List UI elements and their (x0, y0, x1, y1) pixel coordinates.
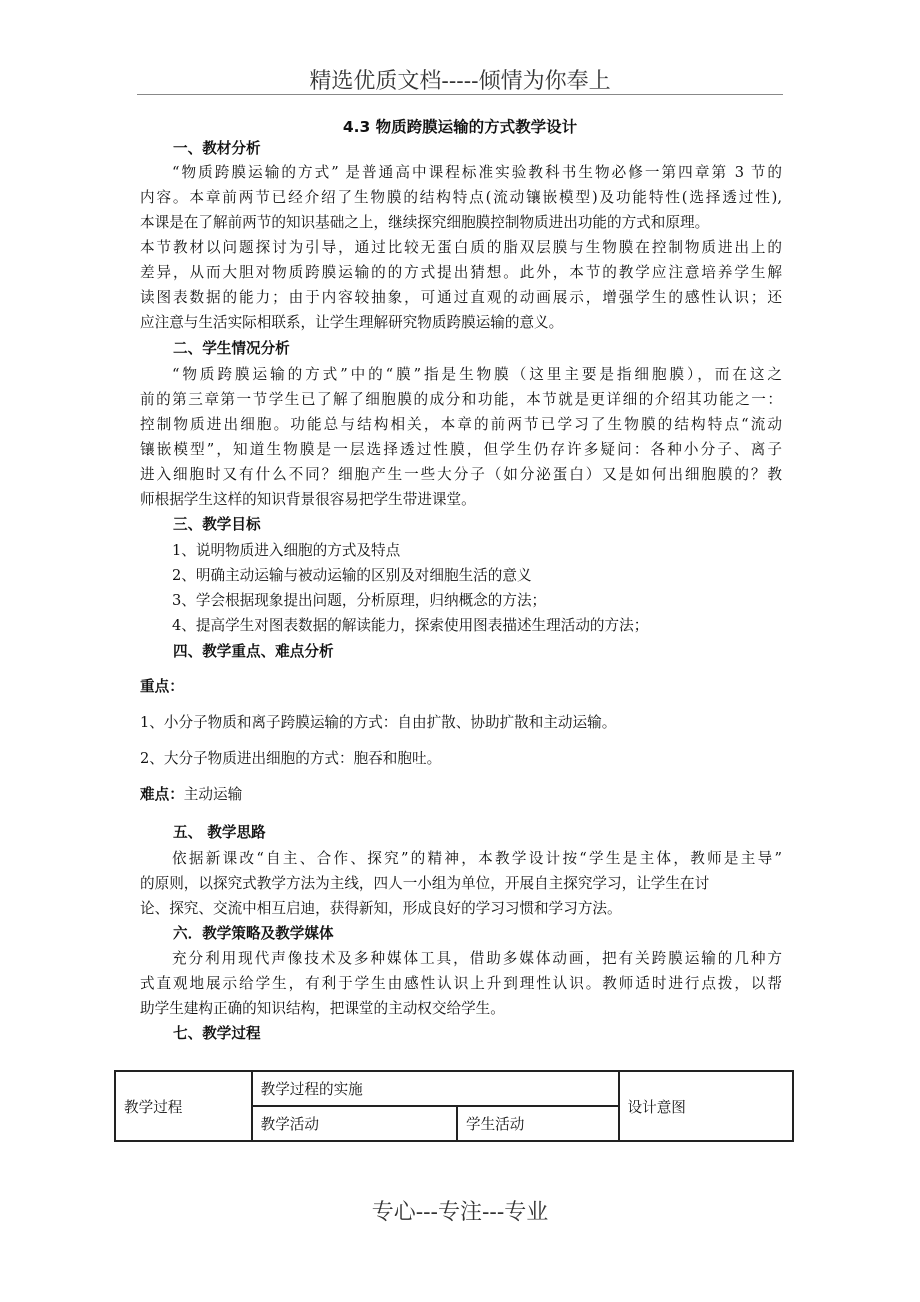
key-points-label: 重点： (140, 678, 184, 695)
objective-item: 2、明确主动运输与被动运输的区别及对细胞生活的意义 (172, 567, 532, 584)
page-footer: 专心---专注---专业 (371, 1200, 549, 1225)
paragraph-line: 助学生建构正确的知识结构，把课堂的主动权交给学生。 (140, 1000, 505, 1017)
paragraph-line: 式直观地展示给学生，有利于学生由感性认识上升到理性认识。教师适时进行点拨，以帮 (140, 975, 782, 992)
section-heading-1: 一、教材分析 (173, 140, 261, 157)
section-heading-5: 五、 教学思路 (173, 824, 266, 841)
key-point-item: 2、大分子物质进出细胞的方式：胞吞和胞吐。 (140, 750, 442, 767)
paragraph-line: 内容。本章前两节已经介绍了生物膜的结构特点(流动镶嵌模型)及功能特性(选择透过性), (140, 189, 782, 206)
document-title: 4.3 物质跨膜运输的方式教学设计 (342, 118, 578, 136)
table-header-process: 教学过程 (115, 1071, 252, 1141)
difficulty-label: 难点： (140, 786, 184, 803)
paragraph-line: 进入细胞时又有什么不同？细胞产生一些大分子（如分泌蛋白）又是如何出细胞膜的？教 (140, 466, 782, 483)
paragraph-line: 读图表数据的能力；由于内容较抽象，可通过直观的动画展示，增强学生的感性认识；还 (140, 289, 782, 306)
objective-item: 1、说明物质进入细胞的方式及特点 (172, 542, 401, 559)
section-heading-4: 四、教学重点、难点分析 (173, 643, 334, 660)
paragraph-line: 依据新课改“自主、合作、探究”的精神，本教学设计按“学生是主体，教师是主导” (172, 850, 782, 867)
paragraph-line: “物质跨膜运输的方式” 是普通高中课程标准实验教科书生物必修一第四章第 3 节的 (172, 164, 782, 181)
paragraph-line: 镶嵌模型”，知道生物膜是一层选择透过性膜，但学生仍存许多疑问：各种小分子、离子 (140, 441, 782, 458)
paragraph-line: 充分利用现代声像技术及多种媒体工具，借助多媒体动画，把有关跨膜运输的几种方 (172, 950, 782, 967)
paragraph-line: 的原则，以探究式教学方法为主线，四人一小组为单位，开展自主探究学习，让学生在讨 (140, 875, 710, 892)
objective-item: 4、提高学生对图表数据的解读能力，探索使用图表描述生理活动的方法； (172, 617, 649, 634)
table-header-implementation: 教学过程的实施 (252, 1071, 619, 1106)
paragraph-line: “物质跨膜运输的方式”中的“膜”指是生物膜（这里主要是指细胞膜），而在这之 (172, 366, 782, 383)
paragraph-line: 控制物质进出细胞。功能总与结构相关，本章的前两节已学习了生物膜的结构特点“流动 (140, 416, 782, 433)
section-heading-3: 三、教学目标 (173, 516, 261, 533)
table-header-student-activity: 学生活动 (457, 1106, 619, 1141)
paragraph-line: 本节教材以问题探讨为引导，通过比较无蛋白质的脂双层膜与生物膜在控制物质进出上的 (140, 239, 782, 256)
page-header: 精选优质文档-----倾情为你奉上 (309, 69, 611, 94)
objective-item: 3、学会根据现象提出问题，分析原理，归纳概念的方法； (172, 592, 547, 609)
paragraph-line: 论、探究、交流中相互启迪，获得新知，形成良好的学习习惯和学习方法。 (140, 900, 622, 917)
section-heading-2: 二、学生情况分析 (173, 340, 290, 357)
paragraph-line: 差异，从而大胆对物质跨膜运输的的方式提出猜想。此外，本节的教学应注意培养学生解 (140, 264, 782, 281)
header-rule (137, 94, 783, 95)
difficulty-text: 主动运输 (183, 786, 243, 803)
paragraph-line: 应注意与生活实际相联系，让学生理解研究物质跨膜运输的意义。 (140, 314, 564, 331)
table-header-intent: 设计意图 (619, 1071, 794, 1141)
paragraph-line: 师根据学生这样的知识背景很容易把学生带进课堂。 (140, 491, 476, 508)
table-header-teacher-activity: 教学活动 (252, 1106, 457, 1141)
section-heading-7: 七、教学过程 (173, 1025, 261, 1042)
section-heading-6: 六．教学策略及教学媒体 (173, 925, 334, 942)
key-point-item: 1、小分子物质和离子跨膜运输的方式：自由扩散、协助扩散和主动运输。 (140, 714, 617, 731)
paragraph-line: 前的第三章第一节学生已了解了细胞膜的成分和功能，本节就是更详细的介绍其功能之一： (140, 391, 782, 408)
paragraph-line: 本课是在了解前两节的知识基础之上，继续探究细胞膜控制物质进出功能的方式和原理。 (140, 214, 710, 231)
difficulty-line (140, 786, 782, 804)
teaching-process-table (114, 1070, 794, 1142)
